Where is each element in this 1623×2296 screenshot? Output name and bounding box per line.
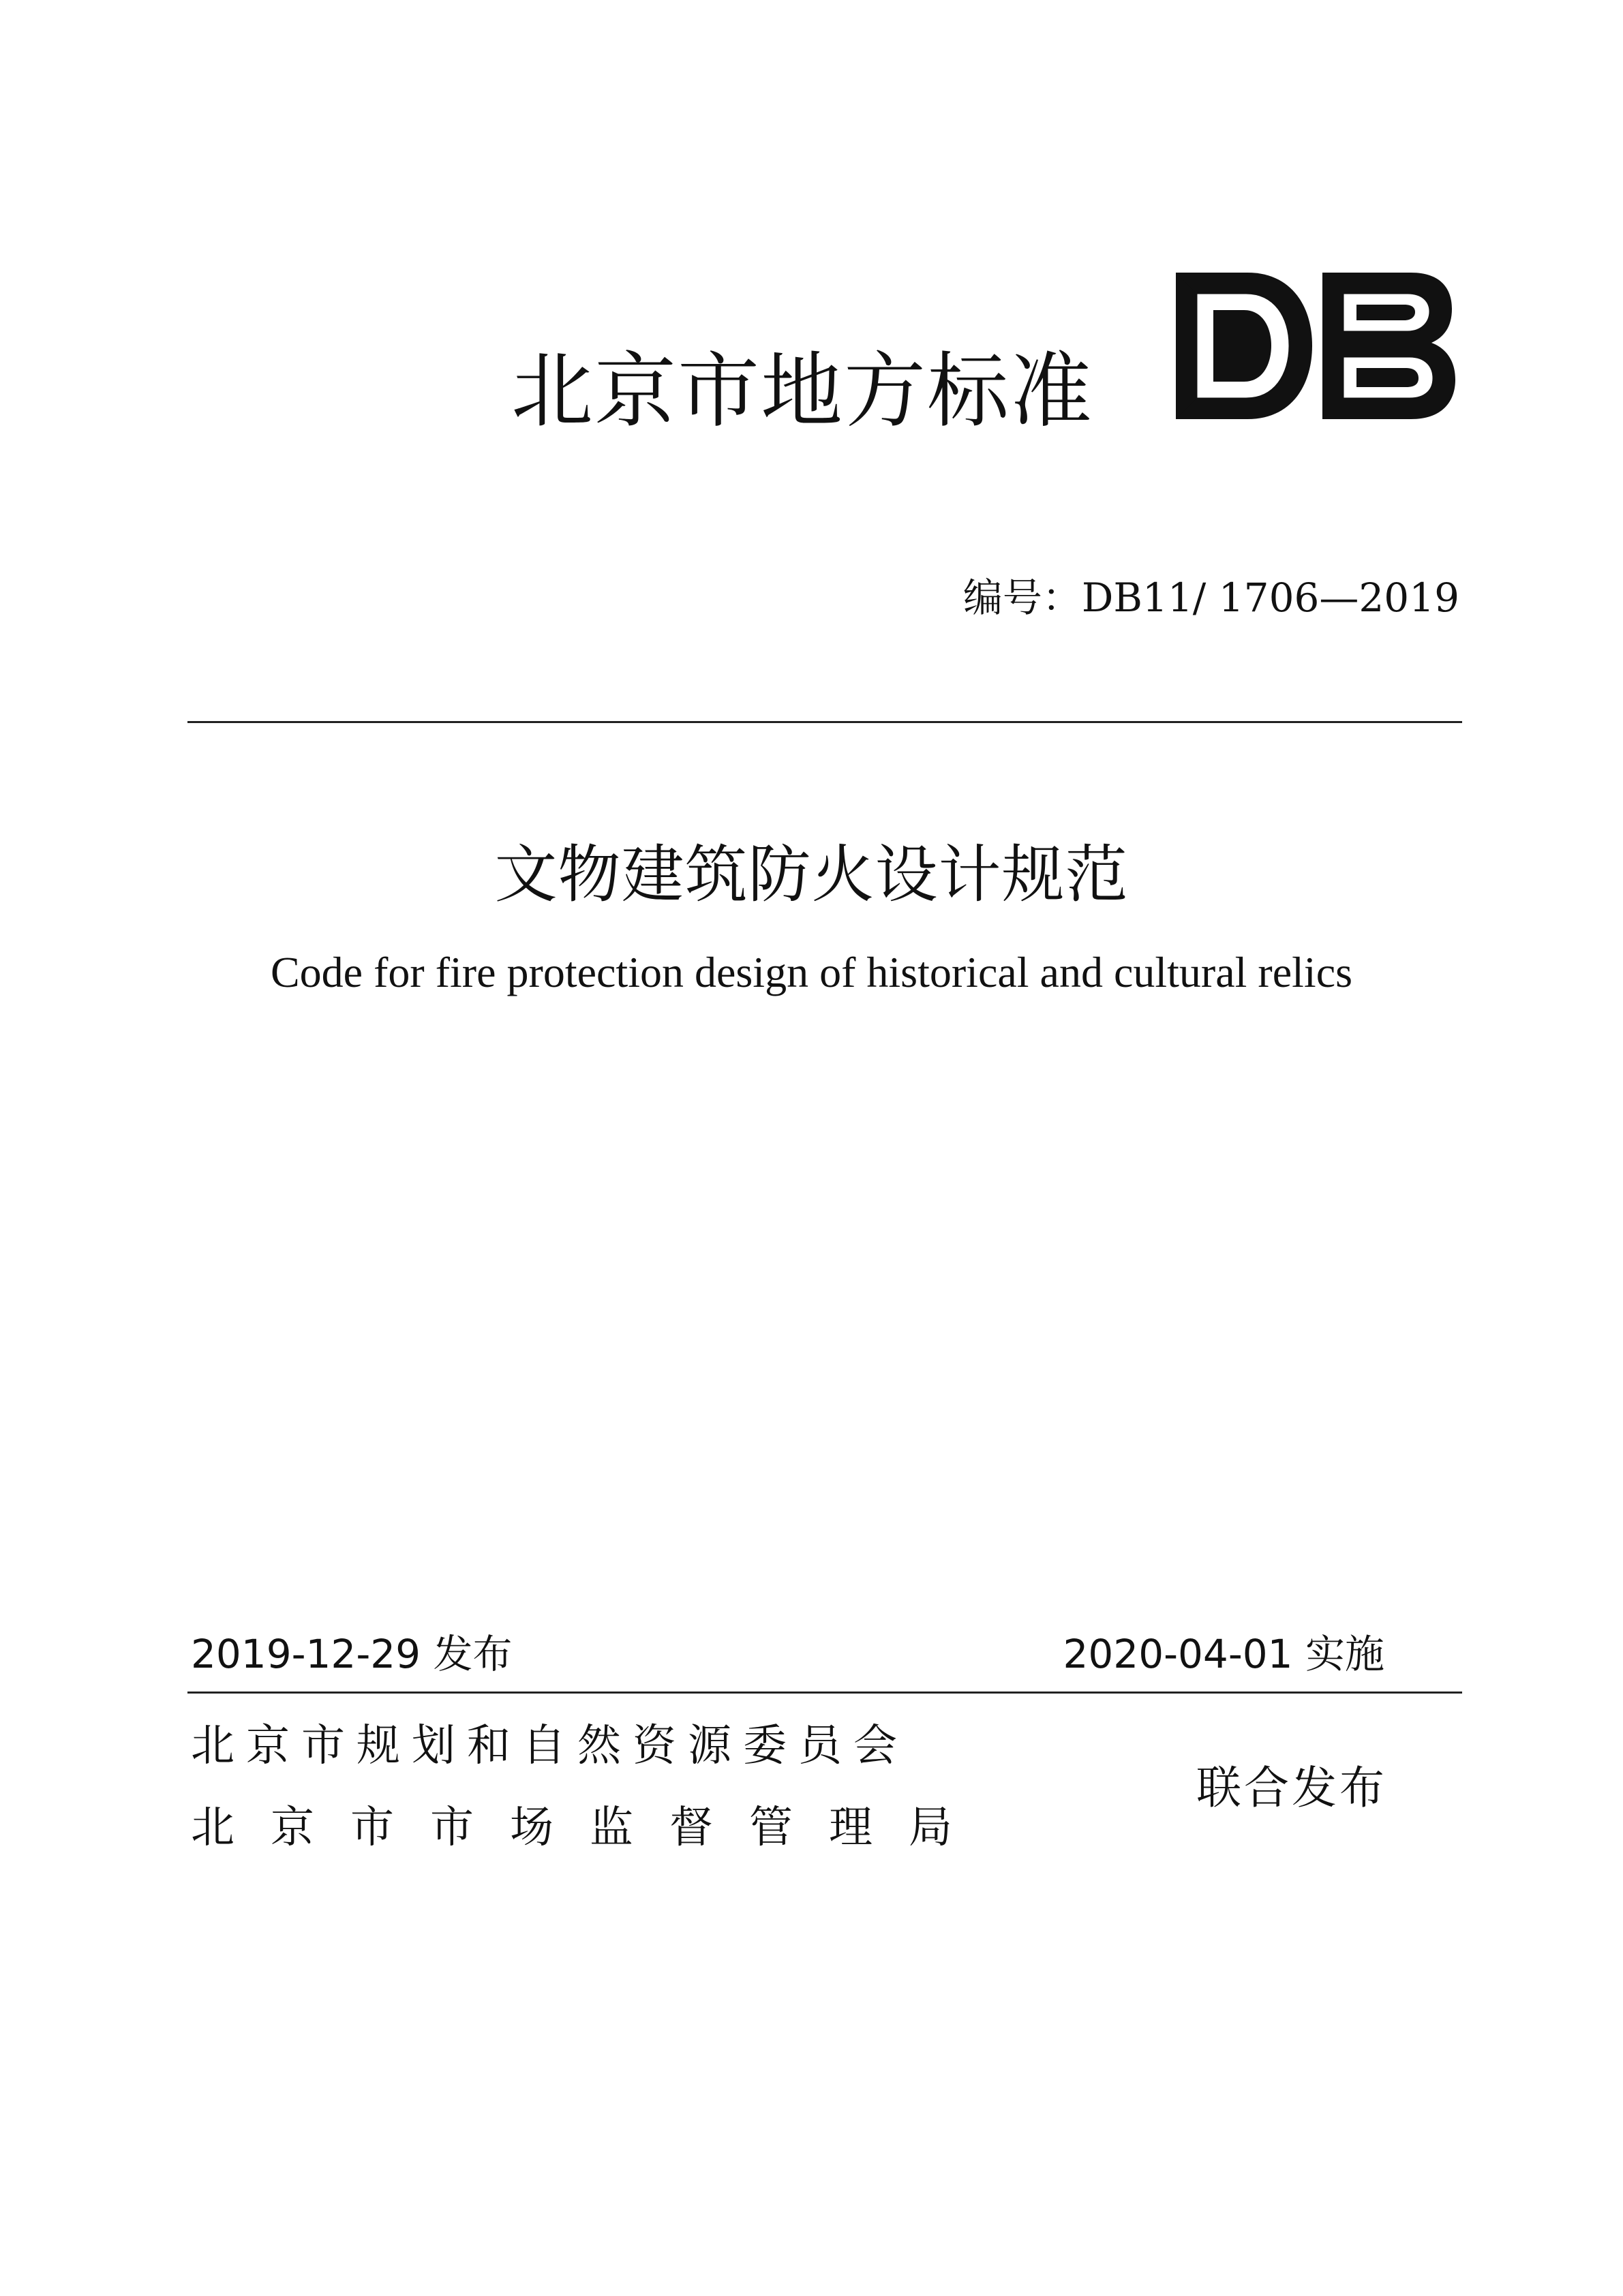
- standard-number-value: DB11/ 1706—2019: [1081, 575, 1459, 621]
- standard-type-heading: 北京市地方标准: [511, 344, 1093, 439]
- issuer-market-regulation: 北京市市场监督管理局: [191, 1803, 988, 1853]
- title-chinese: 文物建筑防火设计规范: [494, 838, 1129, 911]
- title-english: Code for fire protection design of historical and cultural relics: [270, 948, 1353, 996]
- issuer-planning-commission: 北京市规划和自然资源委员会: [191, 1721, 909, 1771]
- bottom-divider: [187, 1692, 1462, 1694]
- issue-date: 2019-12-29 发布: [191, 1631, 513, 1677]
- top-divider: [187, 721, 1462, 723]
- joint-issue-label: 联合发布: [1196, 1762, 1387, 1814]
- standard-number: [963, 566, 1459, 623]
- implementation-date: 2020-04-01 实施: [1063, 1631, 1384, 1677]
- db-logo: [1172, 269, 1459, 423]
- standard-number-label: 编号：: [962, 575, 1082, 621]
